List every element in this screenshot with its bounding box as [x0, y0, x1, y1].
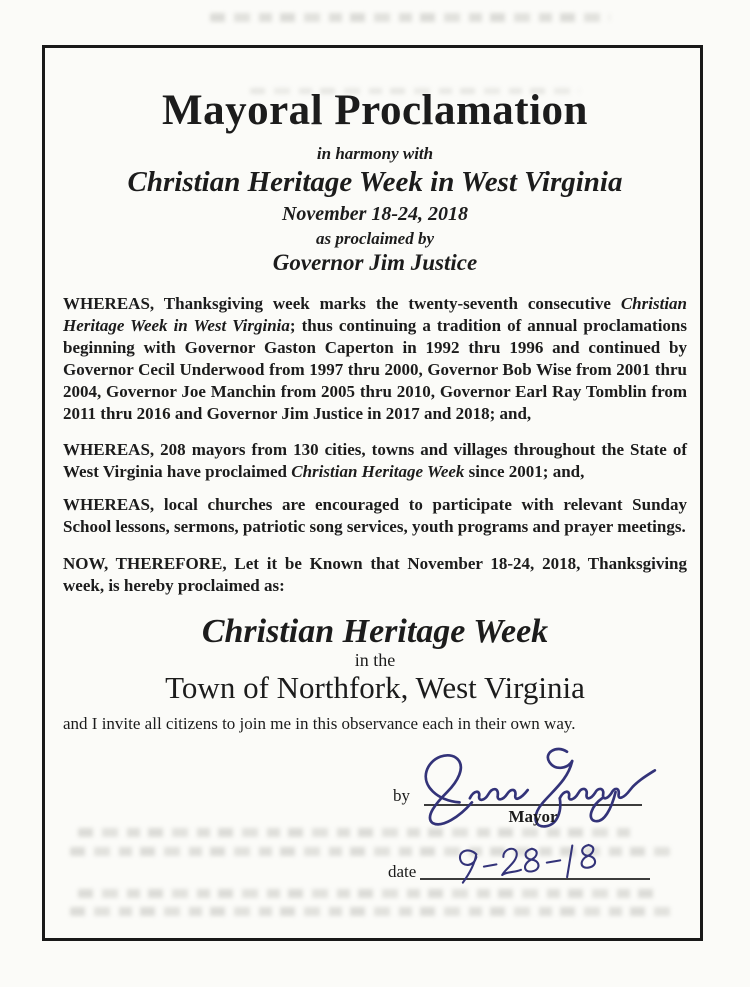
paragraph-text: ; thus continuing a tradition of annual proclamations beginning with Governor Gaston Caperton in 1992 thru 1996 and continued by Governor Cecil Underwood from 1997 thru 2000, Governor Bob Wise from 2001 thru 2004, Governor Joe Manchin from 2005 thru 2010, Governor Earl Ray Tomblin from 2011 thru 2016 and Governor Jim Justice in 2017 and 2018; and,: [63, 316, 688, 423]
event-title: Christian Heritage Week in West Virginia: [127, 166, 623, 198]
therefore-lead: NOW, THEREFORE,: [63, 554, 227, 573]
event-dates: November 18-24, 2018: [281, 203, 469, 225]
municipality-name: Town of Northfork, West Virginia: [165, 670, 585, 705]
proclaimed-by-line: as proclaimed by: [315, 229, 435, 248]
paragraph-text: Thanksgiving week marks the twenty-seventh consecutive: [154, 294, 621, 313]
italic-phrase: Christian Heritage Week: [291, 462, 465, 481]
signature-block: [388, 752, 678, 922]
by-label: by: [393, 786, 410, 805]
therefore-paragraph: [63, 553, 687, 597]
paragraph-text: local churches are encouraged to participate with relevant Sunday School lessons, sermons, patriotic song services, youth programs and prayer meetings.: [63, 495, 687, 536]
whereas-paragraph-2: [63, 439, 687, 483]
date-label: date: [388, 862, 417, 881]
paragraph-text: 208 mayors from 130 cities, towns and villages throughout the State of West Virginia have proclaimed: [63, 440, 687, 481]
in-the-line: in the: [354, 650, 396, 670]
signer-title: Mayor: [508, 807, 558, 826]
italic-phrase: Christian Heritage Week in West Virginia: [63, 294, 687, 335]
whereas-lead: WHEREAS,: [63, 495, 155, 514]
whereas-lead: WHEREAS,: [63, 294, 155, 313]
whereas-paragraph-1: [63, 293, 687, 425]
governor-name: Governor Jim Justice: [272, 250, 478, 275]
paragraph-text: since 2001; and,: [464, 462, 585, 481]
handwritten-date: [445, 839, 626, 887]
paragraph-text: Let it be Known that November 18-24, 2018, Thanksgiving week, is hereby proclaimed as:: [63, 554, 687, 595]
whereas-lead: WHEREAS,: [63, 440, 155, 459]
bleed-through-artifact: [210, 13, 610, 22]
proclaimed-week-title: Christian Heritage Week: [201, 613, 549, 650]
invitation-line: and I invite all citizens to join me in this observance each in their own way.: [63, 714, 576, 733]
whereas-paragraph-3: [63, 494, 687, 538]
harmony-line: in harmony with: [316, 144, 434, 163]
page-title: Mayoral Proclamation: [162, 87, 588, 134]
